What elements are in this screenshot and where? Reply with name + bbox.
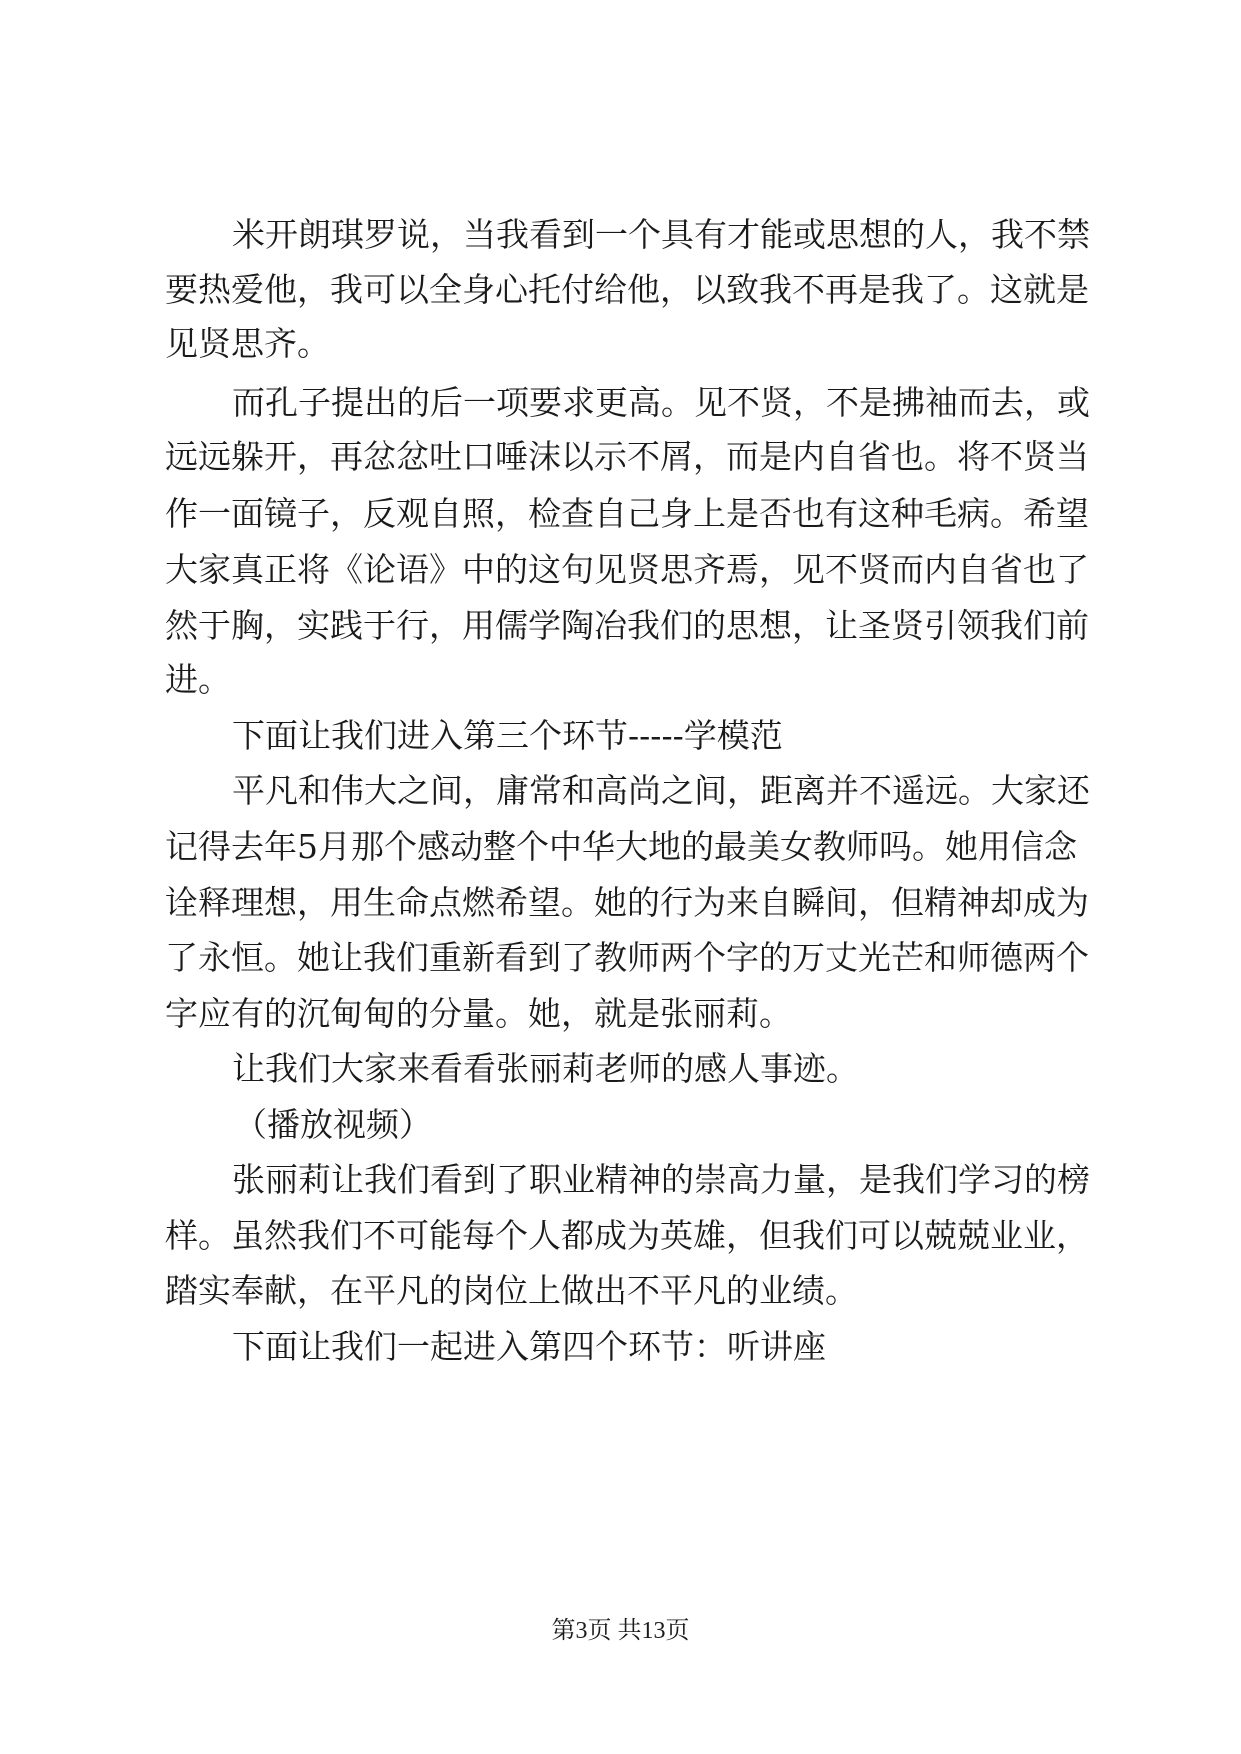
text-line: （播放视频） — [234, 1105, 432, 1144]
text-line: 而孔子提出的后一项要求更高。见不贤，不是拂袖而去，或 — [232, 383, 1090, 422]
text-line: 平凡和伟大之间，庸常和高尚之间，距离并不遥远。大家还 — [232, 771, 1090, 810]
text-line: 踏实奉献，在平凡的岗位上做出不平凡的业绩。 — [165, 1271, 858, 1310]
text-line: 张丽莉让我们看到了职业精神的崇高力量，是我们学习的榜 — [232, 1160, 1090, 1199]
text-line: 米开朗琪罗说，当我看到一个具有才能或思想的人，我不禁 — [232, 215, 1090, 254]
text-line: 大家真正将《论语》中的这句见贤思齐焉，见不贤而内自省也了 — [165, 550, 1089, 589]
text-line: 下面让我们一起进入第四个环节：听讲座 — [232, 1327, 826, 1366]
text-line: 下面让我们进入第三个环节-----学模范 — [232, 716, 783, 755]
text-line: 进。 — [165, 660, 231, 699]
text-line: 诠释理想，用生命点燃希望。她的行为来自瞬间，但精神却成为 — [165, 883, 1089, 922]
text-line: 让我们大家来看看张丽莉老师的感人事迹。 — [232, 1049, 859, 1088]
text-line: 然于胸，实践于行，用儒学陶冶我们的思想，让圣贤引领我们前 — [165, 606, 1089, 645]
text-line: 字应有的沉甸甸的分量。她，就是张丽莉。 — [165, 994, 792, 1033]
page-number-footer: 第3页 共13页 — [551, 1618, 690, 1644]
text-line: 要热爱他，我可以全身心托付给他，以致我不再是我了。这就是 — [165, 270, 1089, 309]
text-line: 了永恒。她让我们重新看到了教师两个字的万丈光芒和师德两个 — [165, 938, 1089, 977]
text-line: 见贤思齐。 — [165, 324, 330, 363]
text-line: 作一面镜子，反观自照，检查自己身上是否也有这种毛病。希望 — [165, 494, 1089, 533]
text-line: 记得去年5月那个感动整个中华大地的最美女教师吗。她用信念 — [165, 827, 1077, 866]
text-line: 远远躲开，再忿忿吐口唾沫以示不屑，而是内自省也。将不贤当 — [165, 437, 1089, 476]
text-line: 样。虽然我们不可能每个人都成为英雄，但我们可以兢兢业业， — [165, 1216, 1089, 1255]
